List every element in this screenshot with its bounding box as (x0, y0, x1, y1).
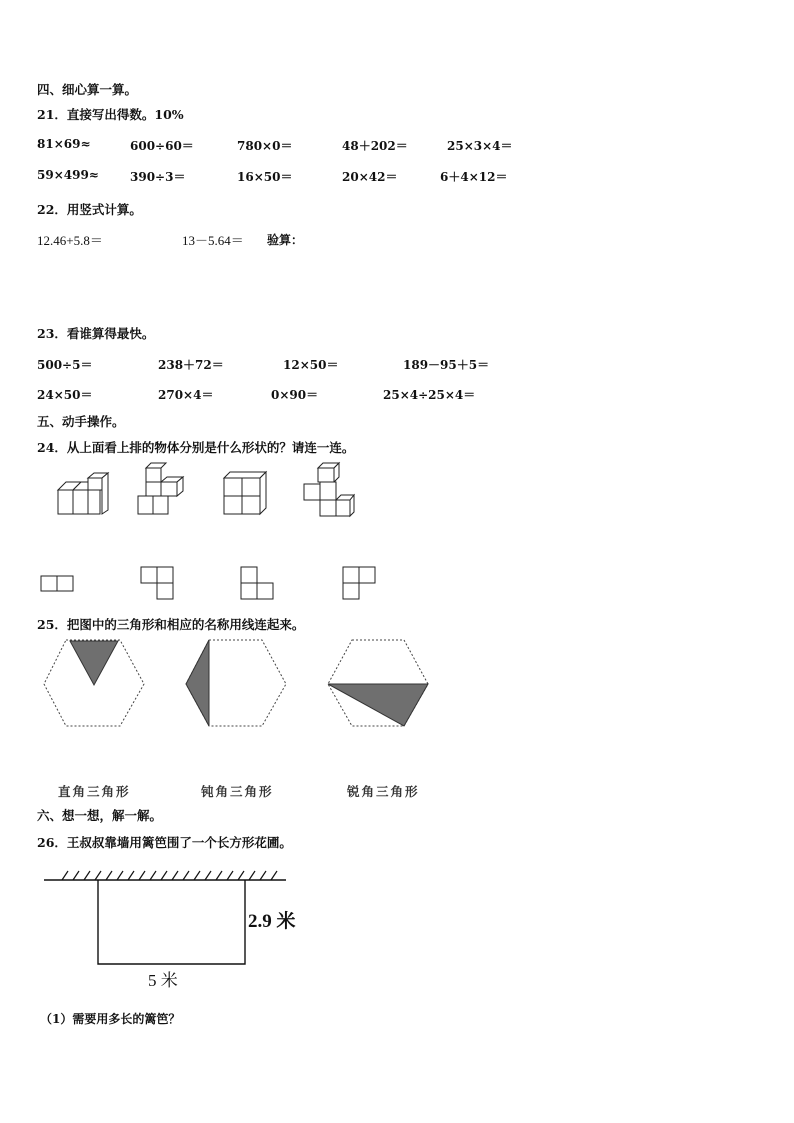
question-23-title: 23．看谁算得最快。 (37, 326, 155, 341)
triangle-name-obtuse: 钝角三角形 (201, 784, 274, 799)
q21-item: 780×0＝ (237, 139, 293, 153)
garden-length-label: 5 米 (148, 971, 178, 990)
q22-expression-2: 13－5.64＝ (182, 233, 244, 248)
q22-expression-1: 12.46+5.8＝ (37, 233, 103, 248)
section-4-heading: 四、细心算一算。 (37, 82, 138, 97)
q21-item: 48＋202＝ (342, 139, 408, 153)
triangle-name-right: 直角三角形 (58, 784, 131, 799)
q23-item: 189－95＋5＝ (403, 358, 490, 372)
hexagon-figure-1 (40, 638, 148, 730)
q23-item: 24×50＝ (37, 388, 93, 402)
hexagon-figure-3 (324, 638, 432, 730)
section-5-heading: 五、动手操作。 (37, 414, 125, 429)
top-view-shape-4 (342, 566, 378, 602)
question-22-title: 22．用竖式计算。 (37, 202, 142, 217)
q21-item: 16×50＝ (237, 170, 293, 184)
q22-check-label: 验算： (267, 233, 304, 247)
top-view-shape-2 (140, 566, 176, 602)
q23-item: 238＋72＝ (158, 358, 224, 372)
triangle-name-acute: 锐角三角形 (347, 784, 420, 799)
q21-item: 59×499≈ (37, 168, 99, 182)
question-25-title: 25．把图中的三角形和相应的名称用线连起来。 (37, 617, 305, 632)
q23-item: 25×4÷25×4＝ (383, 388, 476, 402)
q21-item: 6＋4×12＝ (440, 170, 508, 184)
q21-item: 600÷60＝ (130, 139, 194, 153)
top-view-shape-1 (40, 575, 76, 593)
cube-figure-3 (222, 470, 272, 518)
q21-item: 390÷3＝ (130, 170, 186, 184)
question-26-title: 26．王叔叔靠墙用篱笆围了一个长方形花圃。 (37, 835, 292, 850)
q21-item: 20×42＝ (342, 170, 398, 184)
question-21-title: 21．直接写出得数。10% (37, 107, 184, 122)
q23-item: 12×50＝ (283, 358, 339, 372)
q23-item: 500÷5＝ (37, 358, 93, 372)
question-24-title: 24．从上面看上排的物体分别是什么形状的？请连一连。 (37, 440, 355, 455)
q23-item: 0×90＝ (271, 388, 319, 402)
q23-item: 270×4＝ (158, 388, 214, 402)
hexagon-figure-2 (182, 638, 290, 730)
q26-subquestion-1: （1）需要用多长的篱笆？ (40, 1012, 181, 1026)
q21-item: 25×3×4＝ (447, 139, 513, 153)
garden-width-label: 2.9 米 (248, 911, 296, 932)
cube-figure-4 (298, 462, 358, 520)
q21-item: 81×69≈ (37, 137, 91, 151)
section-6-heading: 六、想一想，解一解。 (37, 808, 163, 823)
top-view-shape-3 (240, 566, 276, 602)
cube-figure-1 (50, 470, 110, 520)
cube-figure-2 (130, 465, 190, 520)
